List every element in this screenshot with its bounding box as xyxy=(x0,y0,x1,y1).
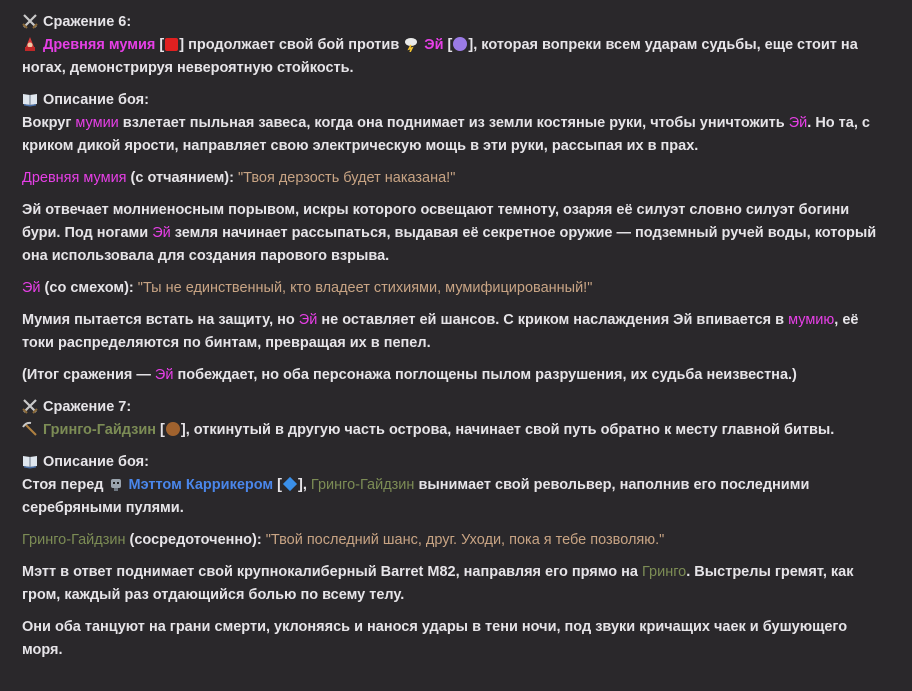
red-square-icon xyxy=(165,38,178,51)
battle7-heading xyxy=(22,396,912,419)
battle6-p2-line3: она использовала для создания парового взрыва. xyxy=(22,248,390,264)
robot-icon xyxy=(108,476,124,492)
matt-name: Мэттом Каррикером xyxy=(128,477,274,493)
battle6-intro-line1: Древняя мумия [ ] продолжает свой бой против Эй [ ], которая вопреки всем ударам судьбы, еще стоит на xyxy=(22,34,912,57)
battle7-quote1: Гринго-Гайдзин (сосредоточенно): "Твой последний шанс, друг. Уходи, пока я тебе позволяю." xyxy=(22,532,665,548)
brown-circle-icon xyxy=(166,422,180,436)
mummy-name: Древняя мумия xyxy=(43,37,156,53)
battle6-p3-line1: Мумия пытается встать на защиту, но Эй не оставляет ей шансов. С криком наслаждения Эй впивается в мумию, её xyxy=(22,312,859,328)
battle7-intro: Гринго-Гайдзин [ ], откинутый в другую часть острова, начинает свой путь обратно к месту главной битвы. xyxy=(22,419,912,442)
battle6-p2-line2: бури. Под ногами Эй земля начинает рассыпаться, выдавая её секретное оружие — подземный ручей воды, который xyxy=(22,225,877,241)
chat-message xyxy=(22,11,912,662)
battle6-p1-line1: Вокруг мумии взлетает пыльная завеса, когда она поднимает из земли костяные руки, чтобы уничтожить Эй. Но та, с xyxy=(22,115,870,131)
open-book-icon xyxy=(22,453,38,469)
battle7-p1-line1: Стоя перед Мэттом Каррикером [ ], Гринго-Гайдзин вынимает свой револьвер, наполнив его последними xyxy=(22,477,810,493)
purple-circle-icon xyxy=(453,37,467,51)
battle7-p3-line1: Они оба танцуют на грани смерти, уклоняясь и нанося удары в тени ночи, под звуки кричащих чаек и бушующего xyxy=(22,619,848,635)
open-book-icon xyxy=(22,91,38,107)
crossed-swords-icon xyxy=(22,13,38,29)
battle6-desc-heading xyxy=(22,89,912,112)
battle7-p3-line2: моря. xyxy=(22,642,63,658)
gringo-name: Гринго-Гайдзин xyxy=(43,422,156,438)
battle6-title: Сражение 6: xyxy=(43,14,132,30)
pick-icon xyxy=(22,421,38,437)
battle6-p2-line1: Эй отвечает молниеносным порывом, искры которого освещают темноту, озаряя её силуэт словно силуэт богини xyxy=(22,202,850,218)
battle6-p1-line2: криком дикой ярости, направляет свою электрическую мощь в эти руки, рассыпая их в прах. xyxy=(22,138,699,154)
ei-name: Эй xyxy=(424,37,444,53)
mage-icon xyxy=(22,36,38,52)
blue-diamond-icon xyxy=(283,477,297,491)
battle6-quote2: Эй (со смехом): "Ты не единственный, кто владеет стихиями, мумифицированный!" xyxy=(22,280,593,296)
battle6-p3-line2: токи распределяются по бинтам, превращая их в пепел. xyxy=(22,335,431,351)
battle7-p1-line2: серебряными пулями. xyxy=(22,500,184,516)
battle6-result: (Итог сражения — Эй побеждает, но оба персонажа поглощены пылом разрушения, их судьба неизвестна.) xyxy=(22,367,797,383)
battle7-desc-title: Описание боя: xyxy=(43,454,149,470)
battle6-quote1: Древняя мумия (с отчаянием): "Твоя дерзость будет наказана!" xyxy=(22,170,456,186)
crossed-swords-icon xyxy=(22,398,38,414)
battle7-p2-line2: гром, каждый раз отдающийся болью по всему телу. xyxy=(22,587,405,603)
battle6-desc-title: Описание боя: xyxy=(43,92,149,108)
battle7-desc-heading xyxy=(22,451,912,474)
battle7-p2-line1: Мэтт в ответ поднимает свой крупнокалиберный Barret M82, направляя его прямо на Гринго. Выстрелы гремят, как xyxy=(22,564,854,580)
battle6-intro-line2: ногах, демонстрируя невероятную стойкость. xyxy=(22,60,354,76)
battle7-title: Сражение 7: xyxy=(43,399,132,415)
battle6-heading xyxy=(22,11,912,34)
storm-cloud-icon xyxy=(403,36,419,52)
